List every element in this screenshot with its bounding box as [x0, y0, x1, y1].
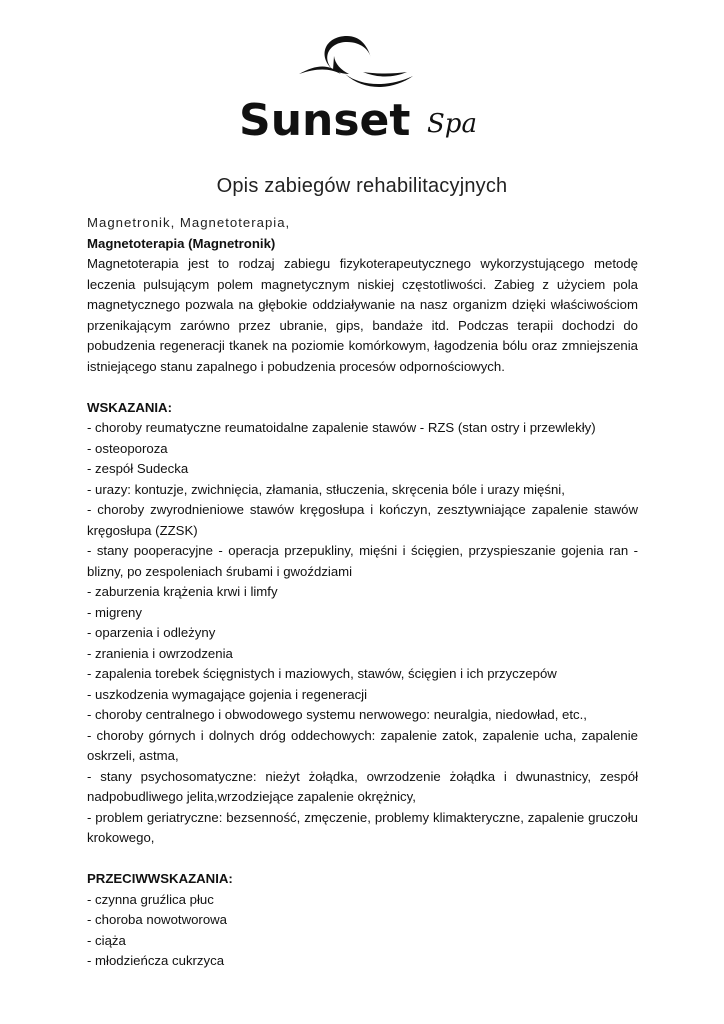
list-item: - migreny	[87, 604, 142, 620]
logo-brand-text: Sunset	[239, 95, 411, 145]
list-item: - czynna gruźlica płuc	[87, 891, 214, 907]
list-item: - osteoporoza	[87, 440, 168, 456]
list-item: - zranienia i owrzodzenia	[87, 645, 233, 661]
spacer	[87, 849, 638, 870]
list-item: - choroby górnych i dolnych dróg oddechowych: zapalenie zatok, zapalenie ucha, zapalenie oskrzeli, astma,	[87, 727, 638, 763]
list-item: - młodzieńcza cukrzyca	[87, 953, 225, 968]
list-item: - choroby zwyrodnieniowe stawów kręgosłupa i kończyn, zesztywniające zapalenie stawów kręgosłupa (ZZSK)	[87, 502, 638, 538]
list-item: - choroba nowotworowa	[87, 912, 228, 927]
section-heading: Magnetoterapia (Magnetronik)	[87, 235, 276, 251]
sunset-logo-icon	[237, 30, 487, 145]
list-item: - stany psychosomatyczne: nieżyt żołądka, owrzodzenie żołądka i dwunastnicy, zespół nadpobudliwego jelita,wrzodziejące zapalenie okrężnicy,	[87, 768, 638, 804]
list-item: - zapalenia torebek ścięgnistych i maziowych, stawów, ścięgien i ich przyczepów	[87, 666, 557, 681]
list-item: - zespół Sudecka	[87, 461, 189, 476]
subtitle: Magnetronik, Magnetoterapia,	[87, 215, 291, 230]
contraindications-heading: PRZECIWWSKAZANIA:	[87, 871, 233, 886]
contraindications-list	[87, 890, 638, 972]
indications-heading: WSKAZANIA:	[87, 399, 172, 415]
list-item: - uszkodzenia wymagające gojenia i regeneracji	[87, 686, 368, 702]
description-paragraph: Magnetoterapia jest to rodzaj zabiegu fizykoterapeutycznego wykorzystującego metodę leczenia pulsującym polem magnetycznym niskiej częstotliwości. Zabieg z użyciem pola magnetycznego pozwala na głębokie oddziaływanie na nasz organizm dzięki właściwościom przenikającym zarówno przez ubranie, gips, bandaże itd. Podczas terapii dochodzi do pobudzenia regeneracji tkanek na poziomie komórkowym, łagodzenia bólu oraz zmniejszenia istniejącego stanu zapalnego i pobudzenia procesów odpornościowych.	[87, 256, 638, 374]
spacer	[87, 377, 638, 398]
sunset-spa-logo	[237, 30, 487, 145]
page-title: Opis zabiegów rehabilitacyjnych	[216, 175, 508, 197]
indications-list	[87, 418, 638, 849]
list-item: - oparzenia i odleżyny	[87, 625, 216, 640]
list-item: - choroby reumatyczne reumatoidalne zapalenie stawów - RZS (stan ostry i przewlekły)	[87, 420, 596, 435]
document-body	[87, 213, 638, 972]
logo-suffix-text: Spa	[427, 109, 477, 139]
list-item: - problem geriatryczne: bezsenność, zmęczenie, problemy klimakteryczne, zapalenie gruczołu krokowego,	[87, 809, 638, 845]
list-item: - ciąża	[87, 932, 126, 948]
list-item: - zaburzenia krążenia krwi i limfy	[87, 584, 278, 599]
list-item: - stany pooperacyjne - operacja przepukliny, mięśni i ścięgien, przyspieszanie gojenia ran - blizny, po zespoleniach śrubami i gwoździami	[87, 543, 638, 579]
list-item: - urazy: kontuzje, zwichnięcia, złamania, stłuczenia, skręcenia bóle i urazy mięśni,	[87, 481, 565, 497]
list-item: - choroby centralnego i obwodowego systemu nerwowego: neuralgia, niedowład, etc.,	[87, 707, 587, 722]
